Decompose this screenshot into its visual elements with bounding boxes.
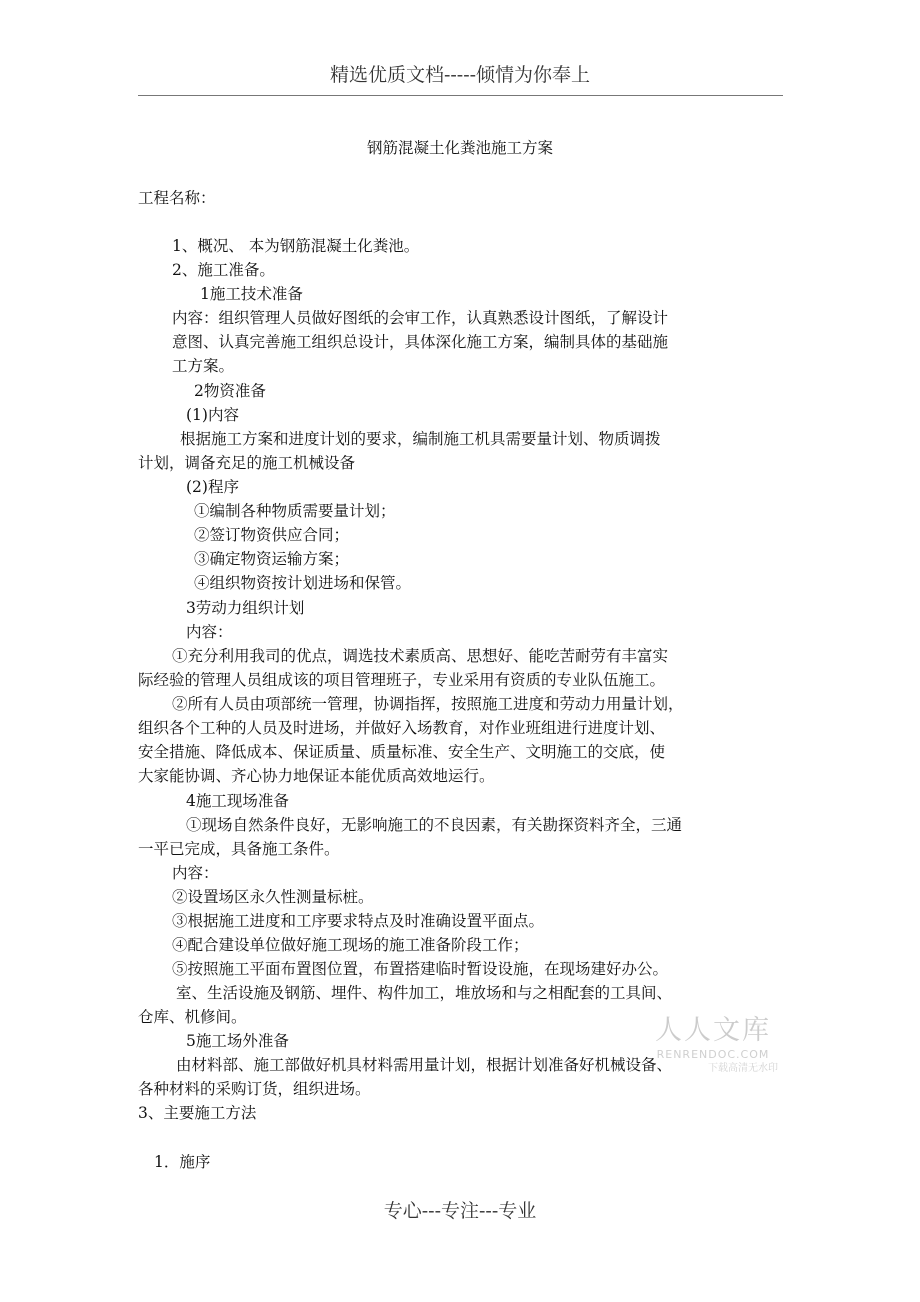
paragraph-line: 大家能协调、齐心协力地保证本能优质高效地运行。	[138, 767, 495, 785]
list-item: ④组织物资按计划进场和保管。	[194, 574, 412, 592]
list-item: ③根据施工进度和工序要求特点及时准确设置平面点。	[172, 912, 545, 930]
paragraph-line: 一平已完成，具备施工条件。	[138, 840, 340, 858]
item-heading: (2)程序	[186, 478, 239, 496]
paragraph-line: 意图、认真完善施工组织总设计，具体深化施工方案，编制具体的基础施	[172, 333, 669, 351]
paragraph-line: 工方案。	[172, 357, 235, 375]
item-heading: (1)内容	[186, 406, 239, 424]
content-label: 内容：	[172, 864, 219, 882]
paragraph-line: 室、生活设施及钢筋、埋件、构件加工，堆放场和与之相配套的工具间、	[176, 984, 673, 1002]
project-name-line: 工程名称：	[138, 189, 216, 207]
paragraph-line: 由材料部、施工部做好机具材料需用量计划，根据计划准备好机械设备、	[176, 1056, 673, 1074]
document-title: 钢筋混凝土化粪池施工方案	[366, 139, 553, 157]
section-overview: 1、概况、 本为钢筋混凝土化粪池。	[172, 237, 420, 255]
paragraph-line: ①现场自然条件良好，无影响施工的不良因素，有关勘探资料齐全，三通	[186, 816, 683, 834]
paragraph-line: ①充分利用我司的优点，调选技术素质高、思想好、能吃苦耐劳有丰富实	[172, 647, 669, 665]
paragraph-line: 组织各个工种的人员及时进场，并做好入场教育，对作业班组进行进度计划、	[138, 719, 666, 737]
watermark-main-text: 人人文库	[655, 1015, 771, 1046]
subsection-site-prep: 4施工现场准备	[186, 792, 289, 810]
watermark-url: RENRENDOC.COM	[656, 1048, 770, 1061]
watermark-subtext: 下载高清无水印	[708, 1063, 778, 1074]
list-item: ①编制各种物质需要量计划；	[194, 502, 396, 520]
paragraph-line: 内容：组织管理人员做好图纸的会审工作，认真熟悉设计图纸，了解设计	[172, 309, 669, 327]
list-item: ⑤按照施工平面布置图位置，布置搭建临时暂设设施，在现场建好办公。	[172, 960, 669, 978]
paragraph-line: 各种材料的采购订货，组织进场。	[138, 1080, 371, 1098]
paragraph-line: 仓库、机修间。	[138, 1008, 247, 1026]
header-divider	[138, 95, 783, 96]
paragraph-line: 安全措施、降低成本、保证质量、质量标准、安全生产、文明施工的交底，使	[138, 743, 666, 761]
section-preparation: 2、施工准备。	[172, 261, 275, 279]
paragraph-line: 际经验的管理人员组成该的项目管理班子，专业采用有资质的专业队伍施工。	[138, 671, 666, 689]
list-item: ④配合建设单位做好施工现场的施工准备阶段工作；	[172, 936, 529, 954]
subsection-tech-prep: 1施工技术准备	[200, 285, 303, 303]
list-item: ②设置场区永久性测量标桩。	[172, 888, 374, 906]
paragraph-line: 计划，调备充足的施工机械设备	[138, 454, 356, 472]
content-label: 内容：	[186, 623, 233, 641]
paragraph-line: 根据施工方案和进度计划的要求，编制施工机具需要量计划、物质调拨	[180, 430, 661, 448]
page-footer: 专心---专注---专业	[383, 1200, 537, 1222]
list-item: ②签订物资供应合同；	[194, 526, 350, 544]
paragraph-line: ②所有人员由项部统一管理，协调指挥，按照施工进度和劳动力用量计划，	[172, 695, 684, 713]
subsection-offsite-prep: 5施工场外准备	[186, 1032, 289, 1050]
page-header: 精选优质文档-----倾情为你奉上	[329, 64, 591, 86]
section-main-methods: 3、主要施工方法	[138, 1104, 257, 1122]
subsection-labor: 3劳动力组织计划	[186, 599, 305, 617]
list-item: ③确定物资运输方案；	[194, 550, 350, 568]
subsection-materials: 2物资准备	[194, 382, 266, 400]
subsection-sequence: 1．施序	[154, 1153, 211, 1171]
